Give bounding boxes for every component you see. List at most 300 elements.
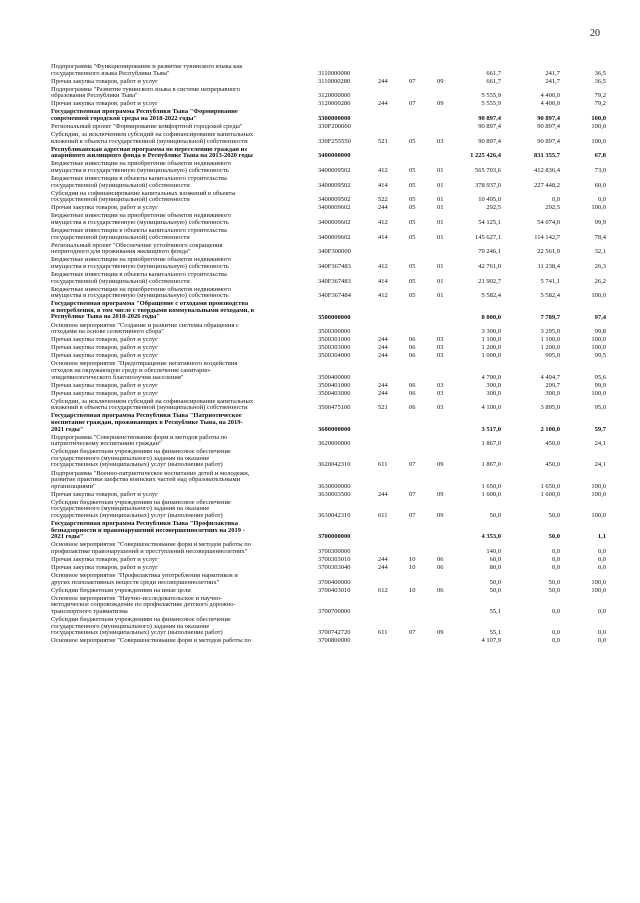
row-name-line: вложений в объекты государственной (муниципальной) собственности xyxy=(51,404,248,412)
cell-vr: 244 xyxy=(378,100,388,108)
cell-fact: 1 100,0 xyxy=(540,336,560,344)
row-name-line: имущества в государственную (муниципальную) собственность xyxy=(51,166,229,174)
row-name-line: Субсидии, за исключением субсидий на софинансирование капитальных xyxy=(51,397,254,405)
cell-fact: 1 200,0 xyxy=(540,344,560,352)
row-name-line: профилактике правонарушений и преступлений несовершеннолетних" xyxy=(51,547,248,555)
table-row xyxy=(0,557,640,564)
row-name xyxy=(51,565,309,572)
cell-rz: 07 xyxy=(409,77,416,85)
cell-plan: 80,0 xyxy=(489,564,501,571)
cell-csr: 340F367483 xyxy=(318,262,351,270)
row-name xyxy=(51,435,309,448)
cell-rz: 07 xyxy=(409,490,416,498)
cell-fact: 4 400,0 xyxy=(540,100,560,108)
cell-pct: 79,2 xyxy=(594,92,606,100)
cell-pr: 03 xyxy=(437,381,444,389)
cell-fact: 0,0 xyxy=(551,547,560,555)
cell-csr: 3700300000 xyxy=(318,547,351,555)
table-row xyxy=(0,191,640,204)
cell-plan: 70 246,1 xyxy=(478,248,501,256)
cell-pct: 100,0 xyxy=(591,389,606,397)
cell-pr: 03 xyxy=(437,137,444,145)
cell-rz: 07 xyxy=(409,629,416,637)
row-name-line: Субсидии на софинансирование капитальных вложений в объекты xyxy=(51,189,236,197)
cell-csr: 3500300000 xyxy=(318,328,351,336)
cell-plan: 90 897,4 xyxy=(478,137,501,145)
table-row xyxy=(0,323,640,336)
cell-pct: 36,5 xyxy=(594,69,606,77)
row-name-line: Бюджетные инвестиции в объекты капитального строительства xyxy=(51,175,227,183)
cell-plan: 10 495,0 xyxy=(478,196,501,204)
cell-pct: 0,0 xyxy=(597,607,606,615)
cell-rz: 05 xyxy=(409,204,416,212)
row-name-line: Субсидии бюджетным учреждениям на финансовое обеспечение xyxy=(51,616,231,623)
cell-csr: 330F255550 xyxy=(318,137,351,145)
row-name-line: государственного (муниципального) задания на оказание xyxy=(51,622,210,630)
cell-plan: 50,0 xyxy=(489,578,501,586)
cell-plan: 42 761,0 xyxy=(478,262,501,270)
table-row xyxy=(0,337,640,344)
cell-pct: 97,4 xyxy=(594,313,606,321)
row-name-line: государственного (муниципального) задания на оказание xyxy=(51,505,210,513)
row-name xyxy=(51,79,309,86)
row-name xyxy=(51,161,309,174)
table-row xyxy=(0,147,640,160)
table-row xyxy=(0,243,640,256)
row-name xyxy=(51,228,309,241)
row-name-line: Республике Тыва на 2018-2026 годы" xyxy=(51,313,160,321)
cell-pr: 01 xyxy=(437,233,444,241)
row-name-line: Подпрограмма "Развитие тувинского языка в системе непрерывного xyxy=(51,85,240,93)
cell-csr: 3630000000 xyxy=(318,482,351,490)
row-name-line: государственной (муниципальной) собственности xyxy=(51,196,190,204)
row-name-line: развитие практики шефства воинских частей над образовательными xyxy=(51,476,241,484)
cell-pct: 60,0 xyxy=(594,181,606,189)
cell-vr: 244 xyxy=(378,344,388,352)
row-name xyxy=(51,542,309,555)
row-name xyxy=(51,391,309,398)
cell-csr: 3500303000 xyxy=(318,344,351,352)
cell-rz: 10 xyxy=(409,555,416,563)
cell-csr: 3400009602 xyxy=(318,204,351,212)
row-name-line: и потребления, в том числе с твердыми коммунальными отходами, в xyxy=(51,306,255,314)
cell-fact: 114 142,7 xyxy=(534,233,560,241)
cell-csr: 3620042310 xyxy=(318,461,351,469)
cell-csr: 3630042310 xyxy=(318,512,351,519)
row-name xyxy=(51,257,309,270)
cell-fact: 3 895,0 xyxy=(540,404,560,412)
cell-csr: 3700000000 xyxy=(318,533,351,541)
table-row xyxy=(0,287,640,300)
row-name-line: Основное мероприятие "Предотвращение негативного воздействия xyxy=(51,360,238,368)
cell-pct: 100,0 xyxy=(591,204,606,212)
cell-csr: 3700700000 xyxy=(318,607,351,615)
cell-csr: 340F367484 xyxy=(318,292,351,300)
row-name xyxy=(51,500,309,520)
cell-fact: 241,7 xyxy=(545,69,560,77)
cell-csr: 3400009602 xyxy=(318,233,351,241)
cell-pct: 100,0 xyxy=(591,482,606,490)
cell-pct: 99,5 xyxy=(594,352,606,360)
cell-pct: 100,0 xyxy=(591,490,606,498)
table-row xyxy=(0,565,640,572)
row-name xyxy=(51,557,309,564)
row-name xyxy=(51,353,309,360)
row-name xyxy=(51,272,309,285)
cell-fact: 3 295,0 xyxy=(540,328,560,336)
row-name-line: 2021 годы" xyxy=(51,425,84,433)
row-name-line: Основное мероприятие "Создание и развитие системы обращения с xyxy=(51,321,239,329)
row-name xyxy=(51,101,309,108)
cell-fact: 0,0 xyxy=(551,196,560,204)
row-name xyxy=(51,383,309,390)
row-name-line: Бюджетные инвестиции на приобретение объектов недвижимого xyxy=(51,212,232,220)
cell-plan: 1 650,0 xyxy=(481,482,501,490)
cell-pct: 100,0 xyxy=(591,336,606,344)
cell-pr: 09 xyxy=(437,490,444,498)
table-row xyxy=(0,391,640,398)
row-name xyxy=(51,449,309,469)
cell-csr: 3500475100 xyxy=(318,404,351,412)
row-name xyxy=(51,176,309,189)
cell-fact: 50,0 xyxy=(548,578,560,586)
cell-pct: 32,1 xyxy=(594,248,606,256)
row-name-line: имущества в государственную (муниципальную) собственность xyxy=(51,262,229,270)
cell-rz: 05 xyxy=(409,196,416,204)
cell-pct: 100,0 xyxy=(591,512,606,519)
cell-fact: 450,0 xyxy=(545,461,560,469)
cell-pr: 09 xyxy=(437,77,444,85)
table-row xyxy=(0,399,640,412)
row-name-line: Бюджетные инвестиции на приобретение объектов недвижимого xyxy=(51,285,232,293)
cell-csr: 3700400000 xyxy=(318,578,351,586)
page-number: 20 xyxy=(590,28,600,39)
row-name-line: Государственная программа Республики Тыва "Формирование xyxy=(51,108,238,116)
cell-pct: 26,2 xyxy=(594,277,606,285)
table-row xyxy=(0,471,640,491)
cell-pct: 100,0 xyxy=(591,137,606,145)
cell-plan: 3 517,0 xyxy=(481,425,501,433)
table-row xyxy=(0,301,640,321)
table-row xyxy=(0,79,640,86)
cell-fact: 50,0 xyxy=(548,512,560,519)
cell-plan: 60,0 xyxy=(489,555,501,563)
cell-fact: 300,0 xyxy=(545,389,560,397)
row-name-line: Республиканская адресная программа по переселению граждан из xyxy=(51,145,248,153)
row-name-line: воспитание граждан, проживающих в Республике Тыва, на 2019- xyxy=(51,418,243,426)
row-name-line: Региональный проект "Формирование комфортной городской среды" xyxy=(51,123,243,131)
cell-pr: 01 xyxy=(437,277,444,285)
table-row xyxy=(0,205,640,212)
cell-plan: 1 200,0 xyxy=(481,344,501,352)
cell-fact: 1 650,0 xyxy=(540,482,560,490)
row-name xyxy=(51,243,309,256)
cell-rz: 05 xyxy=(409,181,416,189)
cell-vr: 412 xyxy=(378,262,388,270)
row-name-line: современной городской среды на 2018-2022 годы" xyxy=(51,114,198,122)
cell-fact: 5 582,4 xyxy=(540,292,560,300)
cell-pr: 09 xyxy=(437,512,444,519)
cell-vr: 244 xyxy=(378,564,388,571)
row-name-line: Подпрограмма "Военно-патриотическое воспитание детей и молодежи, xyxy=(51,469,250,477)
cell-csr: 3700403010 xyxy=(318,586,351,594)
cell-fact: 1 600,0 xyxy=(540,490,560,498)
cell-fact: 50,0 xyxy=(548,586,560,594)
table-row xyxy=(0,101,640,108)
table-row xyxy=(0,257,640,270)
cell-pr: 06 xyxy=(437,555,444,563)
row-name xyxy=(51,596,309,616)
cell-plan: 8 000,0 xyxy=(481,313,501,321)
cell-plan: 5 555,9 xyxy=(481,100,501,108)
cell-fact: 54 074,0 xyxy=(537,218,560,226)
row-name-line: Бюджетные инвестиции в объекты капитального строительства xyxy=(51,227,227,235)
row-name-line: образования Республики Тыва" xyxy=(51,92,138,100)
cell-fact: 831 355,7 xyxy=(534,152,560,160)
cell-rz: 07 xyxy=(409,100,416,108)
cell-plan: 1 600,0 xyxy=(481,490,501,498)
row-name xyxy=(51,191,309,204)
row-name-line: Прочая закупка товаров, работ и услуг xyxy=(51,381,158,389)
cell-pr: 01 xyxy=(437,218,444,226)
cell-rz: 06 xyxy=(409,336,416,344)
cell-vr: 611 xyxy=(378,512,388,519)
cell-pct: 0,0 xyxy=(597,547,606,555)
cell-plan: 21 902,7 xyxy=(478,277,501,285)
table-row xyxy=(0,64,640,77)
table-row xyxy=(0,413,640,433)
cell-vr: 412 xyxy=(378,292,388,300)
cell-rz: 05 xyxy=(409,218,416,226)
cell-fact: 0,0 xyxy=(551,555,560,563)
table-row xyxy=(0,176,640,189)
cell-pr: 01 xyxy=(437,292,444,300)
cell-csr: 3630003500 xyxy=(318,490,351,498)
row-name-line: Прочая закупка товаров, работ и услуг xyxy=(51,352,158,360)
cell-rz: 06 xyxy=(409,352,416,360)
row-name-line: Основное мероприятие "Совершенствование форм и методов работы по xyxy=(51,637,252,645)
cell-plan: 300,0 xyxy=(486,381,501,389)
cell-pct: 0,0 xyxy=(597,637,606,645)
cell-pct: 79,2 xyxy=(594,100,606,108)
row-name-line: государственных (муниципальных) услуг (выполнение работ) xyxy=(51,511,223,519)
cell-pct: 26,3 xyxy=(594,262,606,270)
cell-fact: 0,0 xyxy=(551,629,560,637)
cell-pr: 06 xyxy=(437,586,444,594)
row-name-line: государственной (муниципальной) собственности xyxy=(51,277,190,285)
cell-pr: 03 xyxy=(437,352,444,360)
row-name xyxy=(51,345,309,352)
row-name-line: Прочая закупка товаров, работ и услуг xyxy=(51,100,158,108)
row-name xyxy=(51,132,309,145)
cell-vr: 244 xyxy=(378,381,388,389)
cell-fact: 241,7 xyxy=(545,77,560,85)
cell-pct: 24,1 xyxy=(594,461,606,469)
cell-pr: 09 xyxy=(437,629,444,637)
row-name-line: отходов на окружающую среду и обеспечение санитарно- xyxy=(51,366,212,374)
table-row xyxy=(0,435,640,448)
cell-pr: 03 xyxy=(437,344,444,352)
row-name-line: Субсидии бюджетным учреждениям на иные цели xyxy=(51,586,191,594)
row-name-line: вложений в объекты государственной (муниципальной) собственности xyxy=(51,137,248,145)
table-row xyxy=(0,500,640,520)
cell-pct: 59,7 xyxy=(594,425,606,433)
cell-pct: 1,1 xyxy=(597,533,606,541)
cell-pct: 73,0 xyxy=(594,166,606,174)
cell-pct: 78,4 xyxy=(594,233,606,241)
cell-fact: 0,0 xyxy=(551,637,560,645)
cell-vr: 414 xyxy=(378,233,388,241)
cell-fact: 4 494,7 xyxy=(540,373,560,381)
cell-fact: 995,0 xyxy=(545,352,560,360)
table-row xyxy=(0,161,640,174)
cell-rz: 10 xyxy=(409,586,416,594)
row-name-line: Прочая закупка товаров, работ и услуг xyxy=(51,77,158,85)
cell-fact: 2 100,0 xyxy=(540,425,560,433)
row-name xyxy=(51,109,309,122)
table-row xyxy=(0,617,640,637)
cell-pct: 100,0 xyxy=(591,114,606,122)
cell-vr: 414 xyxy=(378,181,388,189)
row-name xyxy=(51,588,309,595)
cell-fact: 90 897,4 xyxy=(537,114,560,122)
cell-pct: 99,9 xyxy=(594,381,606,389)
row-name xyxy=(51,147,309,160)
row-name-line: Прочая закупка товаров, работ и услуг xyxy=(51,490,158,498)
row-name-line: Прочая закупка товаров, работ и услуг xyxy=(51,389,158,397)
cell-pr: 06 xyxy=(437,564,444,571)
row-name-line: Государственная программа "Обращение с отходами производства xyxy=(51,300,249,308)
cell-fact: 292,5 xyxy=(545,204,560,212)
cell-pr: 01 xyxy=(437,181,444,189)
cell-csr: 3500401000 xyxy=(318,381,351,389)
cell-vr: 244 xyxy=(378,490,388,498)
row-name-line: других психоактивных веществ среди несовершеннолетних" xyxy=(51,578,220,586)
cell-pct: 100,0 xyxy=(591,292,606,300)
row-name-line: Основное мероприятие "Профилактика употребления наркотиков и xyxy=(51,572,238,580)
cell-csr: 3400000000 xyxy=(318,152,351,160)
cell-plan: 90 897,4 xyxy=(478,114,501,122)
cell-vr: 521 xyxy=(378,137,388,145)
row-name-line: Бюджетные инвестиции на приобретение объектов недвижимого xyxy=(51,256,232,264)
cell-csr: 3600000000 xyxy=(318,425,351,433)
row-name xyxy=(51,361,309,381)
cell-rz: 06 xyxy=(409,404,416,412)
cell-plan: 1 000,0 xyxy=(481,352,501,360)
row-name-line: непригодного для проживания жилищного фонда" xyxy=(51,248,191,256)
cell-vr: 611 xyxy=(378,461,388,469)
row-name xyxy=(51,323,309,336)
cell-csr: 3500301000 xyxy=(318,336,351,344)
cell-fact: 50,0 xyxy=(548,533,560,541)
row-name-line: имущества в государственную (муниципальную) собственность xyxy=(51,292,229,300)
cell-vr: 412 xyxy=(378,218,388,226)
cell-fact: 90 897,4 xyxy=(537,123,560,131)
cell-pct: 95,0 xyxy=(594,404,606,412)
cell-pr: 03 xyxy=(437,404,444,412)
table-row xyxy=(0,521,640,541)
table-row xyxy=(0,124,640,131)
row-name xyxy=(51,638,309,645)
cell-csr: 340F300000 xyxy=(318,248,351,256)
cell-pr: 01 xyxy=(437,196,444,204)
cell-rz: 06 xyxy=(409,389,416,397)
row-name-line: Прочая закупка товаров, работ и услуг xyxy=(51,344,158,352)
row-name-line: безнадзорности и правонарушений несовершеннолетних на 2019 - xyxy=(51,526,245,534)
row-name xyxy=(51,399,309,412)
row-name-line: Основное мероприятие "Совершенствование форм и методов работы по xyxy=(51,541,252,549)
cell-plan: 4 700,0 xyxy=(481,373,501,381)
cell-rz: 06 xyxy=(409,381,416,389)
cell-vr: 244 xyxy=(378,555,388,563)
cell-pct: 36,5 xyxy=(594,77,606,85)
cell-csr: 3110000000 xyxy=(318,69,351,77)
cell-plan: 378 937,0 xyxy=(475,181,501,189)
row-name-line: государственного языка Республики Тыва" xyxy=(51,69,170,77)
table-row xyxy=(0,588,640,595)
table-row xyxy=(0,228,640,241)
cell-pct: 100,0 xyxy=(591,578,606,586)
cell-pr: 01 xyxy=(437,262,444,270)
cell-csr: 3500400000 xyxy=(318,373,351,381)
row-name xyxy=(51,471,309,491)
cell-pr: 03 xyxy=(437,336,444,344)
cell-pct: 0,0 xyxy=(597,564,606,571)
cell-rz: 05 xyxy=(409,277,416,285)
row-name xyxy=(51,64,309,77)
cell-fact: 0,0 xyxy=(551,607,560,615)
cell-csr: 3700800000 xyxy=(318,637,351,645)
row-name-line: эпидемиологического благополучия населения" xyxy=(51,373,184,381)
row-name-line: Подпрограмма "Функционирование и развитие тувинского языка как xyxy=(51,63,243,70)
table-row xyxy=(0,87,640,100)
table-row xyxy=(0,638,640,645)
cell-csr: 3400009502 xyxy=(318,166,351,174)
cell-csr: 3500304000 xyxy=(318,352,351,360)
cell-csr: 3400009502 xyxy=(318,181,351,189)
cell-vr: 412 xyxy=(378,166,388,174)
row-name-line: транспортного травматизма xyxy=(51,607,128,615)
cell-plan: 1 100,0 xyxy=(481,336,501,344)
row-name-line: государственных (муниципальных) услуг (выполнение работ) xyxy=(51,629,223,637)
row-name xyxy=(51,337,309,344)
cell-rz: 05 xyxy=(409,137,416,145)
row-name-line: аварийного жилищного фонда в Республике Тыва на 2013-2020 годы xyxy=(51,152,253,160)
cell-csr: 3400009602 xyxy=(318,218,351,226)
cell-fact: 4 400,0 xyxy=(540,92,560,100)
row-name-line: Основное мероприятие "Научно-исследовательское и научно- xyxy=(51,594,223,602)
cell-plan: 1 867,0 xyxy=(481,461,501,469)
cell-rz: 05 xyxy=(409,262,416,270)
cell-plan: 4 107,9 xyxy=(481,637,501,645)
cell-rz: 05 xyxy=(409,233,416,241)
row-name xyxy=(51,573,309,586)
cell-vr: 611 xyxy=(378,629,388,637)
cell-plan: 54 125,1 xyxy=(478,218,501,226)
row-name-line: Региональный проект "Обеспечение устойчивого сокращения xyxy=(51,241,223,249)
table-row xyxy=(0,353,640,360)
cell-fact: 11 238,4 xyxy=(537,262,560,270)
cell-rz: 07 xyxy=(409,512,416,519)
cell-fact: 412 836,4 xyxy=(534,166,560,174)
cell-pct: 0,0 xyxy=(597,629,606,637)
cell-pct: 99,9 xyxy=(594,218,606,226)
table-row xyxy=(0,383,640,390)
cell-plan: 1 867,0 xyxy=(481,440,501,448)
cell-pct: 100,0 xyxy=(591,344,606,352)
cell-fact: 5 741,1 xyxy=(540,277,560,285)
cell-csr: 3620000000 xyxy=(318,440,351,448)
